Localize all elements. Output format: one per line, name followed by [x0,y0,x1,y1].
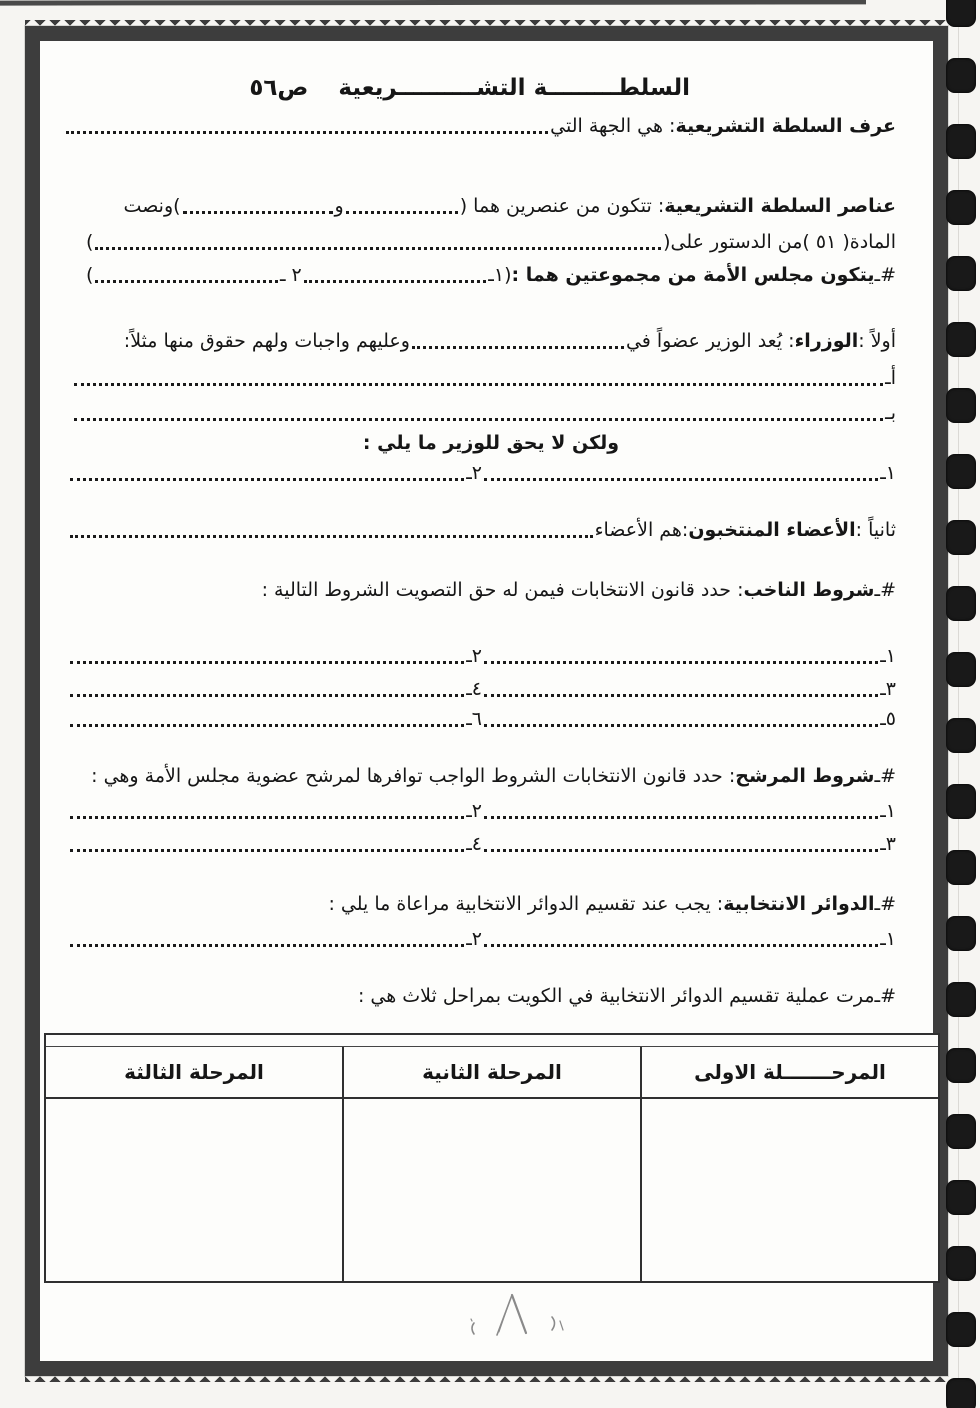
stage-cell-empty [46,1099,342,1281]
hash-marker: #ـ [874,579,896,601]
blank-dotted-line [70,535,593,538]
elected-members-line [68,517,896,543]
numbered-marker: ١ـ [880,928,896,950]
hash-marker: #ـ [874,264,896,286]
elements-text-before: : تتكون من عنصرين هما ( [459,195,665,217]
ministers-line [86,328,896,354]
forbidden-heading [86,430,896,456]
districts-label: الدوائر الانتخابية [723,893,875,915]
blank-dotted-line [74,383,883,386]
binding-hole-icon [946,0,976,27]
first-item-prefix: أولاً : [858,330,896,352]
candidate-conditions-label: شروط المرشح [735,765,875,787]
numbered-marker: ٤ـ [466,678,482,700]
candidate-conditions-heading [86,763,896,789]
hash-marker: #ـ [874,893,896,915]
numbered-marker: ٣ـ [880,833,896,855]
blank-dotted-line [70,849,464,852]
binding-hole-icon [946,1246,976,1281]
worksheet-content [42,43,932,1353]
voter-conditions-heading [86,577,896,603]
binding-hole-icon [946,256,976,291]
binding-hole-icon [946,982,976,1017]
candidate-conditions-text: : حدد قانون الانتخابات الشروط الواجب توافرها لمرشح عضوية مجلس الأمة وهي : [91,765,736,787]
binding-hole-icon [946,1114,976,1149]
groups-close-paren: ) [85,264,94,286]
blank-dotted-line [484,694,878,697]
stage-column-header: المرحـــــــلة الاولى [640,1047,938,1097]
assembly-groups-line [86,262,896,288]
article-text: المادة( ٥١ )من الدستور على( [663,231,896,253]
districts-heading [86,891,896,917]
elements-conjunction: و [334,195,344,217]
numbered-marker: ٣ـ [880,678,896,700]
group-2-marker: ٢ ـ [279,264,302,286]
districts-text: : يجب عند تقسيم الدوائر الانتخابية مراعاة ما يلي : [328,893,724,915]
voter-row-3-4 [68,676,896,702]
numbered-marker: ٦ـ [466,708,482,730]
binding-hole-icon [946,1048,976,1083]
binding-hole-icon [946,652,976,687]
hash-marker: #ـ [874,985,896,1007]
binding-hole-icon [946,718,976,753]
numbered-marker: ٢ـ [466,928,482,950]
binding-hole-icon [946,388,976,423]
stage-column-header: المرحلة الثالثة [124,1060,264,1084]
stages-intro-text: مرت عملية تقسيم الدوائر الانتخابية في الكويت بمراحل ثلاث هي : [357,985,875,1007]
binding-hole-icon [946,1180,976,1215]
article-close-paren: ) [86,231,94,253]
blank-dotted-line [70,694,464,697]
blank-dotted-line [70,661,464,664]
forbidden-heading-text: ولكن لا يحق للوزير ما يلي : [362,432,620,454]
handwritten-mark [440,1289,590,1349]
elements-label: عناصر السلطة التشريعية [664,195,896,217]
stages-table [44,1033,940,1283]
table-body-row [46,1099,938,1281]
binding-hole-icon [946,916,976,951]
numbered-marker: ٢ـ [466,462,482,484]
page-number: ص٥٦ [249,75,309,101]
blank-dotted-line [70,944,464,947]
blank-dotted-line [484,816,878,819]
page-title [249,75,690,101]
voter-conditions-label: شروط الناخب [743,579,875,601]
ministers-item-a-line [72,365,896,391]
binding-hole-icon [946,586,976,621]
numbered-marker: ٢ـ [466,645,482,667]
blank-dotted-line [70,724,464,727]
hash-marker: #ـ [874,765,896,787]
blank-dotted-line [95,280,278,283]
numbered-marker: ١ـ [880,800,896,822]
item-b-marker: بـ [885,402,896,424]
frame-rough-edge-bottom [25,1375,948,1382]
numbered-marker: ١ـ [880,462,896,484]
elements-text-after: )ونصت [123,195,181,217]
blank-dotted-line [183,197,333,214]
ministers-item-b-line [72,400,896,426]
binding-hole-icon [946,124,976,159]
binding-hole-icon [946,190,976,225]
blank-dotted-line [95,247,661,250]
numbered-marker: ٤ـ [466,833,482,855]
numbered-marker: ٥ـ [880,708,896,730]
candidate-row-1-2 [68,798,896,824]
stage-column-header: المرحلة الثانية [342,1047,640,1097]
group-1-marker: (١ـ [488,264,512,286]
ministers-text-after: وعليهم واجبات ولهم حقوق منها مثلاً: [123,330,410,352]
blank-dotted-line [484,724,878,727]
spiral-binding-strip [946,0,977,1408]
blank-dotted-line [70,816,464,819]
table-top-strip-row [46,1035,938,1047]
binding-hole-icon [946,322,976,357]
binding-hole-icon [946,784,976,819]
page-title-text: السلطـــــــــة التشــــــــــريعية [338,75,690,101]
binding-hole-icon [946,58,976,93]
stage-cell-empty [342,1099,640,1281]
voter-conditions-text: : حدد قانون الانتخابات فيمن له حق التصويت الشروط التالية : [261,579,744,601]
voter-row-1-2 [68,643,896,669]
blank-dotted-line [484,478,878,481]
item-a-marker: أـ [885,367,896,389]
binding-hole-icon [946,1378,976,1408]
elected-members-label: الأعضاء المنتخبون [688,519,856,541]
binding-hole-icon [946,1312,976,1347]
assembly-groups-label: يتكون مجلس الأمة من مجموعتين هما : [511,264,875,286]
definition-line [64,113,896,139]
table-header-row [46,1047,938,1099]
blank-dotted-line [66,131,548,134]
second-item-prefix: ثانياً : [855,519,896,541]
numbered-marker: ٢ـ [466,800,482,822]
blank-dotted-line [74,418,883,421]
ministers-text: : يُعد الوزير عضواً في [625,330,795,352]
blank-dotted-line [484,661,878,664]
ministers-label: الوزراء [794,330,859,352]
blank-dotted-line [412,332,624,349]
binding-hole-icon [946,520,976,555]
candidate-row-3-4 [68,831,896,857]
elected-members-text: :هم الأعضاء [594,519,689,541]
binding-hole-icon [946,850,976,885]
article-line [86,229,896,255]
stage-cell-empty [640,1099,938,1281]
blank-dotted-line [70,478,464,481]
numbered-marker: ١ـ [880,645,896,667]
definition-label: عرف السلطة التشريعية [675,115,896,137]
blank-dotted-line [484,944,878,947]
scan-edge-artifact [0,0,866,6]
blank-dotted-line [484,849,878,852]
blank-dotted-line [304,280,487,283]
voter-row-5-6 [68,706,896,732]
elements-line [86,193,896,219]
stages-intro-line [86,983,896,1009]
forbidden-items-line [68,460,896,486]
binding-hole-icon [946,454,976,489]
blank-dotted-line [346,197,458,214]
districts-row-1-2 [68,926,896,952]
definition-text: : هي الجهة التي [550,115,676,137]
